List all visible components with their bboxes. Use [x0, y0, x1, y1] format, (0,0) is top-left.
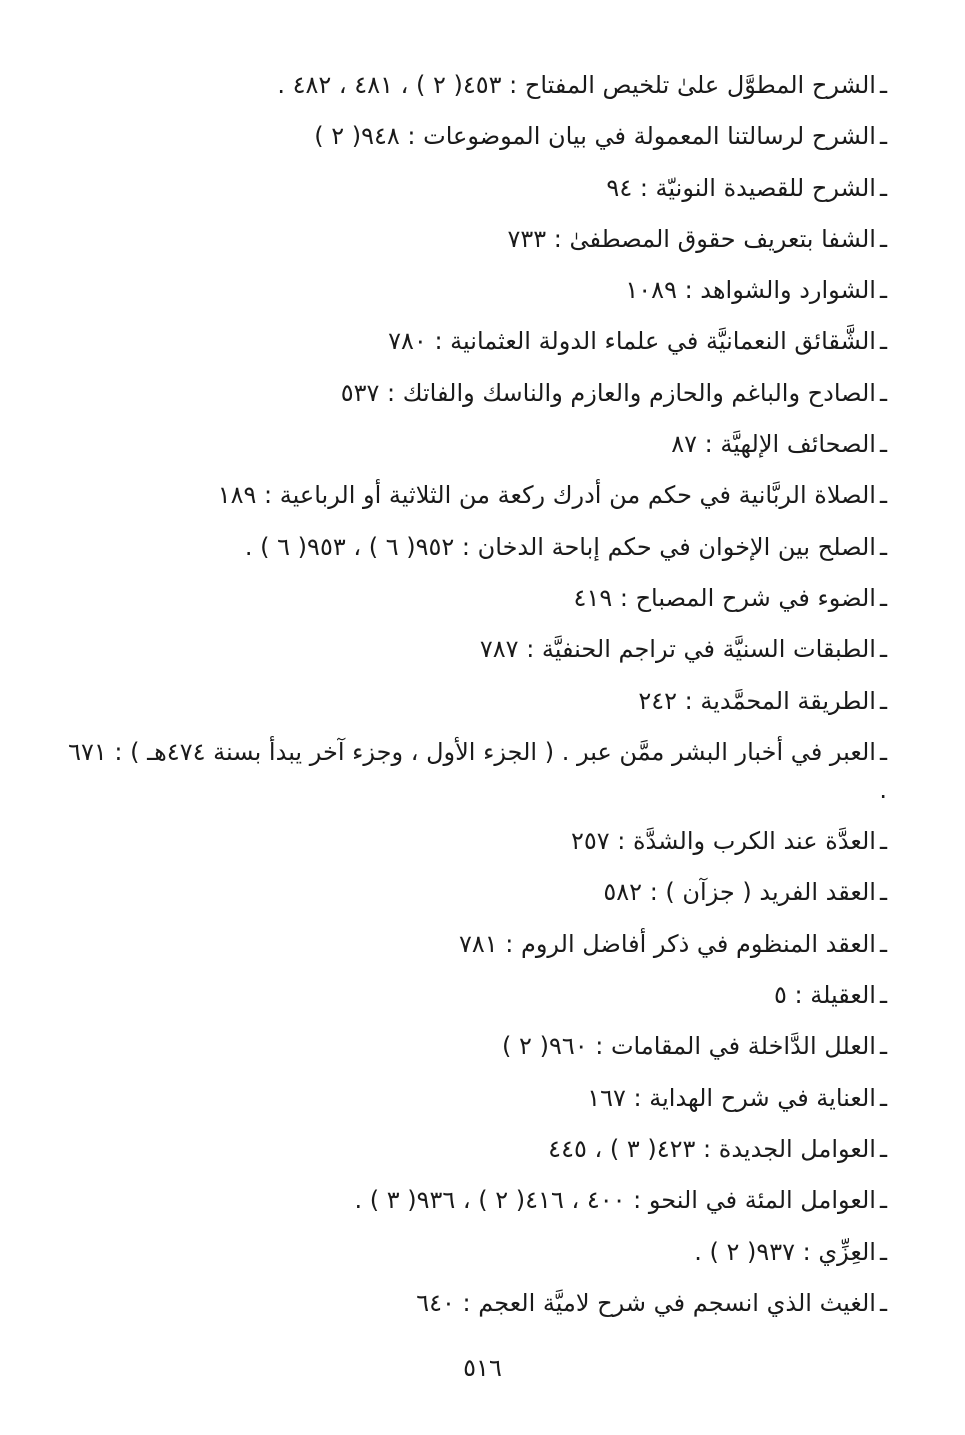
entry-text: العبر في أخبار البشر ممَّن عبر . ( الجزء الأول ، وجزء آخر يبدأ بسنة ٤٧٤هـ ) : ٦٧١ .: [68, 737, 887, 804]
index-entry: ـالعدَّة عند الكرب والشدَّة : ٢٥٧: [570, 827, 887, 856]
entry-text: العدَّة عند الكرب والشدَّة : ٢٥٧: [570, 827, 876, 856]
entry-text: الشفا بتعريف حقوق المصطفىٰ : ٧٣٣: [507, 224, 876, 253]
index-entry: ـالشوارد والشواهد : ١٠٨٩: [625, 276, 887, 305]
entry-text: العقد المنظوم في ذكر أفاضل الروم : ٧٨١: [458, 929, 876, 958]
entry-text: الشرح للقصيدة النونيّة : ٩٤: [606, 173, 876, 202]
entry-text: العلل الدَّاخلة في المقامات : ٩٦٠( ٢ ): [502, 1032, 876, 1061]
index-entry: ـالعقد الفريد ( جزآن ) : ٥٨٢: [603, 878, 887, 907]
entry-text: العوامل الجديدة : ٤٢٣( ٣ ) ، ٤٤٥: [548, 1134, 876, 1163]
entry-text: الصادح والباغم والحازم والعازم والناسك والفاتك : ٥٣٧: [340, 378, 876, 407]
index-entry: ـالعقد المنظوم في ذكر أفاضل الروم : ٧٨١: [458, 929, 887, 958]
entry-text: الغيث الذي انسجم في شرح لاميَّة العجم : ٦٤٠: [416, 1288, 876, 1317]
index-entry: ـالصحائف الإلهيَّة : ٨٧: [671, 430, 887, 459]
index-entry: ـالشَّقائق النعمانيَّة في علماء الدولة العثمانية : ٧٨٠: [388, 327, 887, 356]
index-entry: ـالصلح بين الإخوان في حكم إباحة الدخان : ٩٥٢( ٦ ) ، ٩٥٣( ٦ ) .: [244, 532, 887, 561]
entry-text: الشرح المطوَّل علىٰ تلخيص المفتاح : ٤٥٣( ٢ ) ، ٤٨١ ، ٤٨٢ .: [277, 71, 876, 99]
entry-text: الشوارد والشواهد : ١٠٨٩: [625, 276, 876, 305]
index-entry: ـالضوء في شرح المصباح : ٤١٩: [573, 583, 887, 612]
index-entry: ـالشرح للقصيدة النونيّة : ٩٤: [606, 173, 887, 202]
entry-text: الشَّقائق النعمانيَّة في علماء الدولة العثمانية : ٧٨٠: [388, 327, 876, 356]
index-entry: ـالعوامل المئة في النحو : ٤٠٠ ، ٤١٦( ٢ ) ، ٩٣٦( ٣ ) .: [354, 1186, 887, 1215]
entry-text: الشرح لرسالتنا المعمولة في بيان الموضوعات : ٩٤٨( ٢ ): [314, 122, 876, 151]
entry-text: الطريقة المحمَّدية : ٢٤٢: [638, 686, 876, 715]
page-number: ٥١٦: [463, 1354, 502, 1382]
index-entry: ـالغيث الذي انسجم في شرح لاميَّة العجم : ٦٤٠: [416, 1288, 887, 1317]
index-entry: ـالعوامل الجديدة : ٤٢٣( ٣ ) ، ٤٤٥: [548, 1134, 887, 1163]
entry-text: الصحائف الإلهيَّة : ٨٧: [671, 430, 876, 459]
index-page: [60, 66, 887, 1335]
entry-text: العوامل المئة في النحو : ٤٠٠ ، ٤١٦( ٢ ) ، ٩٣٦( ٣ ) .: [354, 1186, 876, 1215]
index-entry: ـالصادح والباغم والحازم والعازم والناسك والفاتك : ٥٣٧: [340, 378, 887, 407]
index-entry: ـالشفا بتعريف حقوق المصطفىٰ : ٧٣٣: [507, 224, 887, 253]
entry-text: العقيلة : ٥: [773, 981, 876, 1010]
entry-text: الطبقات السنيَّة في تراجم الحنفيَّة : ٧٨٧: [479, 635, 876, 664]
entry-text: الضوء في شرح المصباح : ٤١٩: [573, 583, 876, 612]
index-entry: ـالشرح المطوَّل علىٰ تلخيص المفتاح : ٤٥٣( ٢ ) ، ٤٨١ ، ٤٨٢ .: [277, 71, 887, 99]
entry-text: الصلح بين الإخوان في حكم إباحة الدخان : ٩٥٢( ٦ ) ، ٩٥٣( ٦ ) .: [244, 532, 876, 561]
entry-text: العقد الفريد ( جزآن ) : ٥٨٢: [603, 878, 876, 907]
entry-text: العناية في شرح الهداية : ١٦٧: [587, 1083, 876, 1112]
entry-text: العِزِّي : ٩٣٧( ٢ ) .: [694, 1237, 876, 1266]
index-entry: ـالطريقة المحمَّدية : ٢٤٢: [638, 686, 887, 715]
index-entry: ـالعقيلة : ٥: [773, 981, 887, 1010]
index-entry: ـالطبقات السنيَّة في تراجم الحنفيَّة : ٧٨٧: [479, 635, 887, 664]
index-entry: ـالعبر في أخبار البشر ممَّن عبر . ( الجزء الأول ، وجزء آخر يبدأ بسنة ٤٧٤هـ ) : ٦٧١ .: [68, 737, 887, 804]
entry-text: الصلاة الربَّانية في حكم من أدرك ركعة من الثلاثية أو الرباعية : ١٨٩: [217, 481, 876, 510]
index-entry: ـالعِزِّي : ٩٣٧( ٢ ) .: [694, 1237, 887, 1266]
index-entry: ـالصلاة الربَّانية في حكم من أدرك ركعة من الثلاثية أو الرباعية : ١٨٩: [217, 481, 887, 510]
index-entry-list: [60, 66, 887, 1322]
index-entry: ـالعلل الدَّاخلة في المقامات : ٩٦٠( ٢ ): [502, 1032, 887, 1061]
index-entry: ـالشرح لرسالتنا المعمولة في بيان الموضوعات : ٩٤٨( ٢ ): [314, 122, 887, 151]
index-entry: ـالعناية في شرح الهداية : ١٦٧: [587, 1083, 887, 1112]
